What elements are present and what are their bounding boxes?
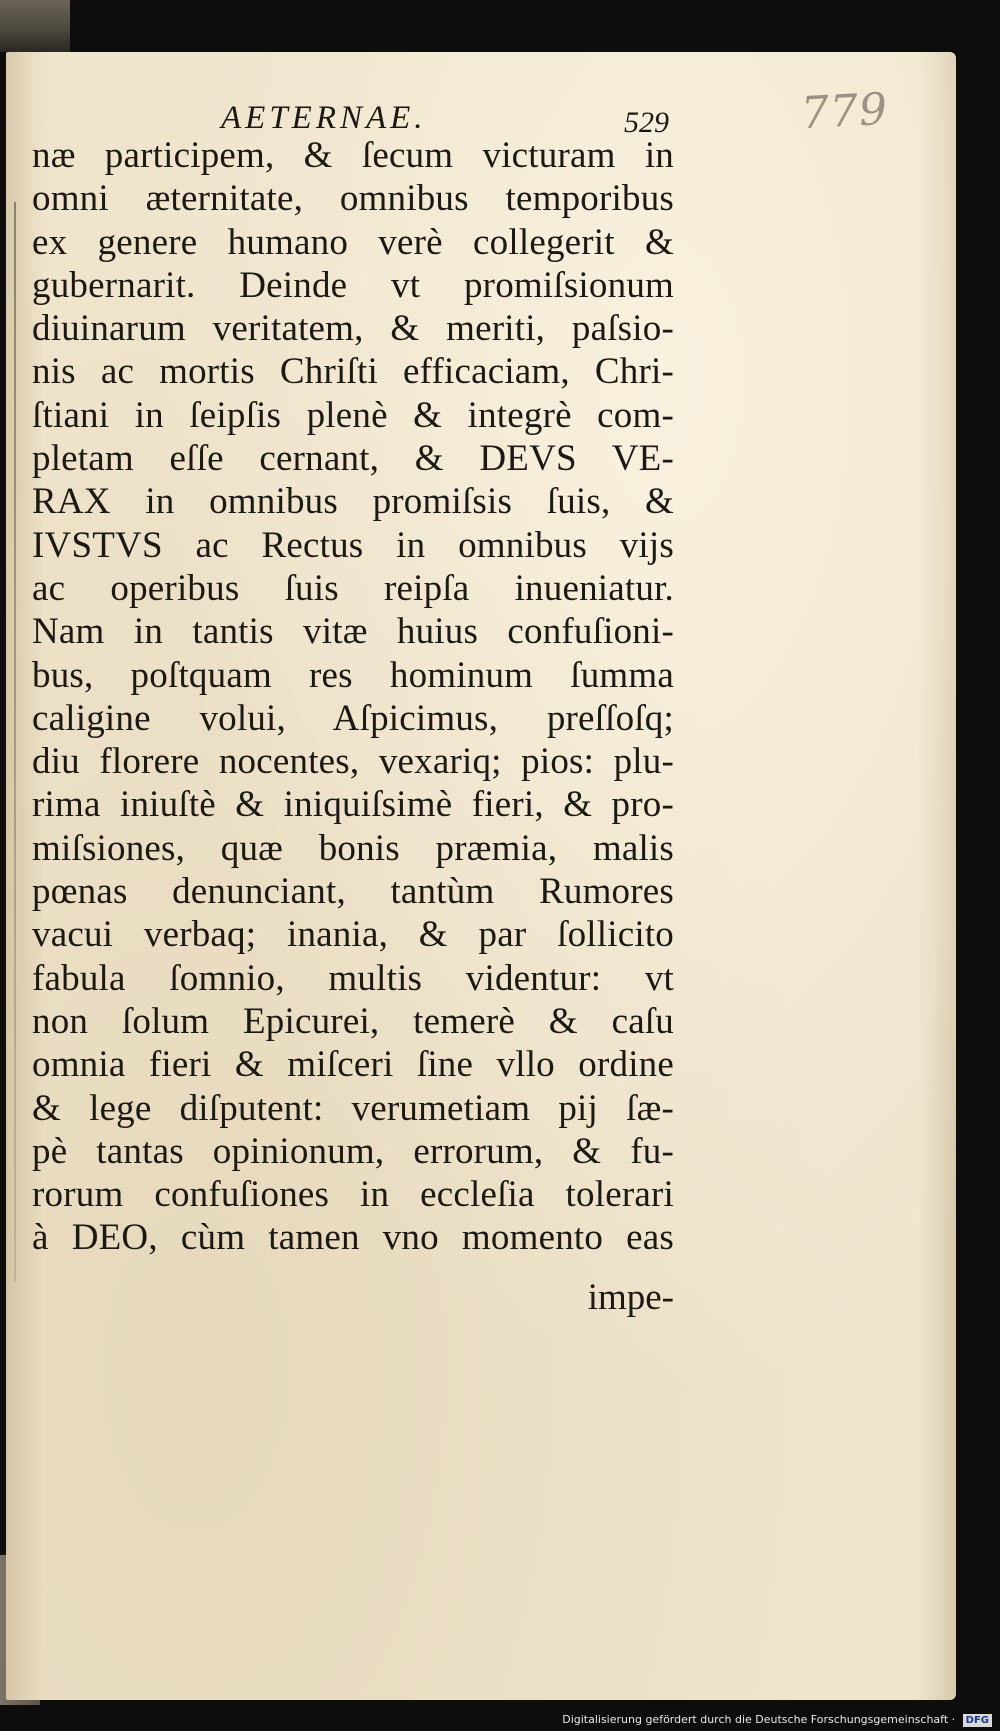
text-line: ex genere humano verè collegerit & — [32, 221, 674, 263]
text-line: ac operibus ſuis reipſa inueniatur. — [32, 567, 674, 609]
footer-separator: · — [948, 1713, 959, 1726]
text-line: rima iniuſtè & iniquiſsimè fieri, & pro- — [32, 784, 674, 826]
book-spine-top — [0, 0, 70, 52]
text-line: omnia fieri & miſceri ſine vllo ordine — [32, 1044, 674, 1086]
text-line: pletam eſſe cernant, & DEVS VE- — [32, 438, 674, 480]
text-line: IVSTVS ac Rectus in omnibus vijs — [32, 524, 674, 566]
footer-credit: Digitalisierung gefördert durch die Deutsche Forschungsgemeinschaft — [562, 1713, 949, 1726]
text-line: pè tantas opinionum, errorum, & fu- — [32, 1130, 674, 1172]
text-line: diuinarum veritatem, & meriti, paſsio- — [32, 308, 674, 350]
catchword: impe- — [587, 1277, 674, 1318]
text-line: bus, poſtquam res hominum ſumma — [32, 654, 674, 696]
text-line: & lege diſputent: verumetiam pij ſæ- — [32, 1087, 674, 1129]
page-number: 529 — [624, 106, 669, 139]
text-line: à DEO, cùm tamen vno momento eas — [32, 1217, 674, 1259]
text-line: diu florere nocentes, vexariq; pios: plu- — [32, 741, 674, 783]
text-line: miſsiones, quæ bonis præmia, malis — [32, 827, 674, 869]
handwritten-folio-note: 779 — [799, 83, 890, 140]
text-line: rorum confuſiones in eccleſia tolerari — [32, 1174, 674, 1216]
text-line: omni æternitate, omnibus temporibus — [32, 178, 674, 220]
text-line: fabula ſomnio, multis videntur: vt — [32, 957, 674, 999]
text-line: RAX in omnibus promiſsis ſuis, & — [32, 481, 674, 523]
text-line: caligine volui, Aſpicimus, preſſoſq; — [32, 697, 674, 739]
text-line: Nam in tantis vitæ huius confuſioni- — [32, 611, 674, 653]
running-head: AETERNAE. — [221, 100, 427, 136]
text-line: ſtiani in ſeipſis plenè & integrè com- — [32, 394, 674, 436]
dfg-logo-icon: DFG — [963, 1714, 992, 1727]
book-page — [6, 52, 956, 1700]
text-line: pœnas denunciant, tantùm Rumores — [32, 871, 674, 913]
text-line: næ participem, & ſecum victuram in — [32, 135, 674, 176]
text-line: non ſolum Epicurei, temerè & caſu — [32, 1000, 674, 1042]
digitization-footer — [562, 1713, 992, 1727]
margin-mark — [14, 202, 16, 1282]
text-block — [32, 134, 674, 1260]
text-line: nis ac mortis Chriſti efficaciam, Chri- — [32, 351, 674, 393]
text-line: gubernarit. Deinde vt promiſsionum — [32, 264, 674, 306]
text-line: vacui verbaq; inania, & par ſollicito — [32, 914, 674, 956]
